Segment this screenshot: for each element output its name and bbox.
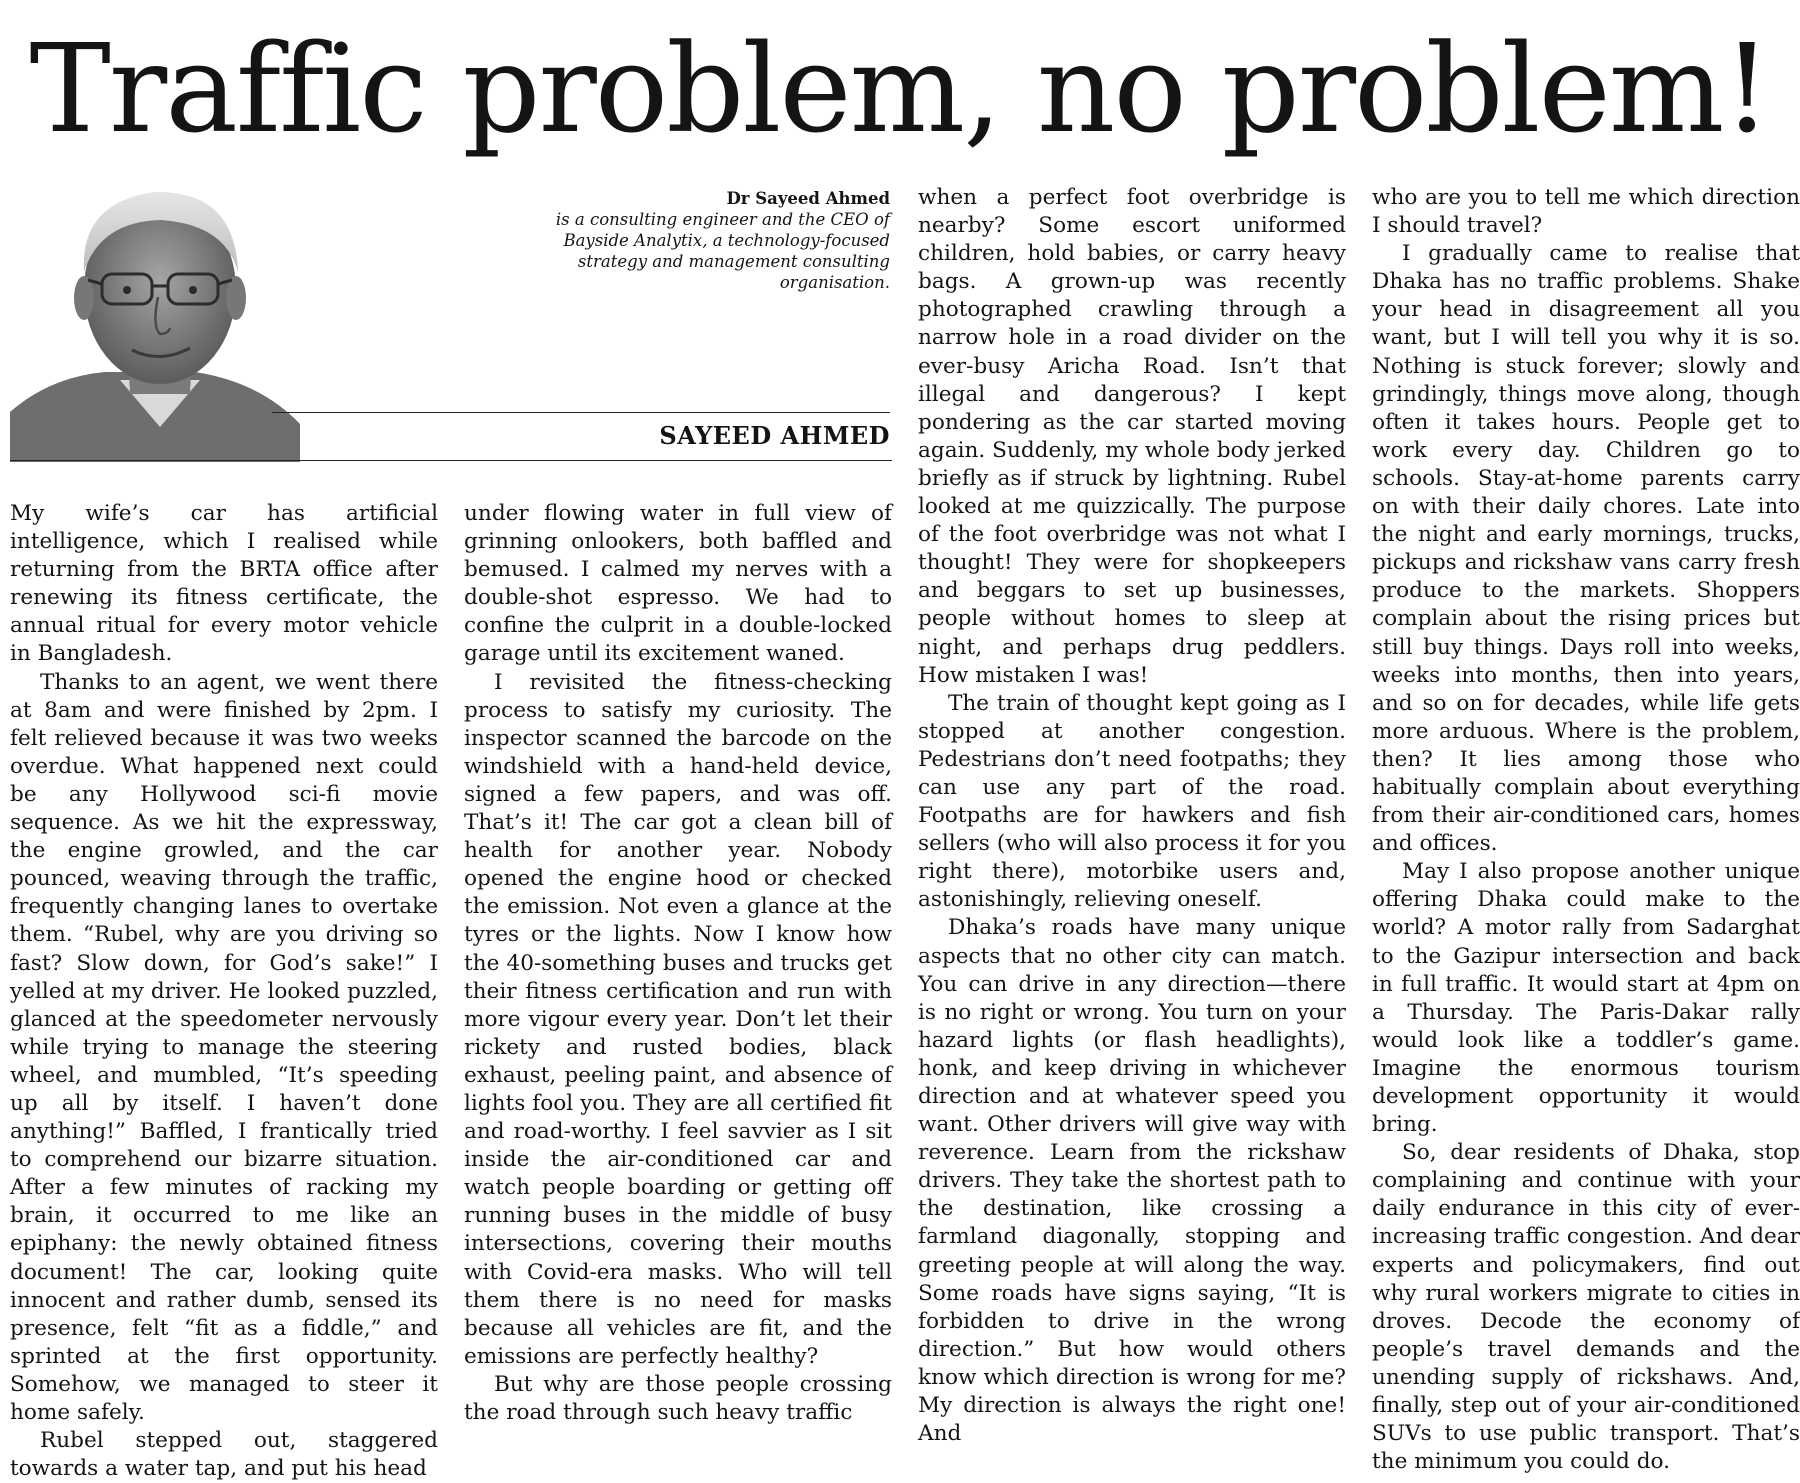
author-bio: is a consulting engineer and the CEO of Bayside Analytix, a technology-focused strategy and management consulting organisation. xyxy=(555,210,890,292)
author-bio-block xyxy=(500,188,890,293)
article-paragraph: My wife’s car has artificial intelligence, which I realised while returning from the BRTA office after renewing its fitness certificate, the annual ritual for every motor vehicle in Bangladesh. xyxy=(10,501,438,667)
article-paragraph: I revisited the fitness-checking process to satisfy my curiosity. The inspector scanned the barcode on the windshield with a hand-held device, signed a few papers, and was off. That’s it! The car got a clean bill of health for another year. Nobody opened the engine hood or checked the emission. Not even a glance at the tyres or the lights. Now I know how the 40-something buses and trucks get their fitness certification and run with more vigour every year. Don’t let their rickety and rusted bodies, black exhaust, peeling paint, and absence of lights fool you. They are all certified fit and road-worthy. I feel savvier as I sit inside the air-conditioned car and watch people boarding or getting off running buses in the middle of busy intersections, covering their mouths with Covid-era masks. Who will tell them there is no need for masks because all vehicles are fit, and the emissions are perfectly healthy? xyxy=(464,669,892,1369)
author-divider xyxy=(272,412,890,413)
author-name-small: Dr Sayeed Ahmed xyxy=(726,189,890,208)
author-byline: SAYEED AHMED xyxy=(659,421,890,450)
article-paragraph: But why are those people crossing the road through such heavy traffic xyxy=(464,1371,892,1425)
article-column-4 xyxy=(1372,184,1800,1475)
headline: Traffic problem, no problem! xyxy=(29,18,1770,160)
article-paragraph: May I also propose another unique offering Dhaka could make to the world? A motor rally from Sadarghat to the Gazipur intersection and back in full traffic. It would start at 4pm on a Thursday. The Paris-Dakar rally would look like a toddler’s game. Imagine the enormous tourism development opportunity it would bring. xyxy=(1372,859,1800,1138)
column-divider xyxy=(10,460,892,461)
article-paragraph: The train of thought kept going as I stopped at another congestion. Pedestrians don’t need footpaths; they can use any part of the road. Footpaths are for hawkers and fish sellers (who will also process it for you right there), motorbike users and, astonishingly, relieving oneself. xyxy=(918,690,1346,913)
article-paragraph: So, dear residents of Dhaka, stop complaining and continue with your daily endurance in this city of ever-increasing traffic congestion. And dear experts and policymakers, find out why rural workers migrate to cities in droves. Decode the economy of people’s travel demands and the unending supply of rickshaws. And, finally, step out of your air-conditioned SUVs to use public transport. That’s the minimum you could do. xyxy=(1372,1140,1800,1475)
article-paragraph: Rubel stepped out, staggered towards a water tap, and put his head xyxy=(10,1428,438,1482)
article-paragraph: who are you to tell me which direction I should travel? xyxy=(1372,185,1800,239)
author-portrait xyxy=(10,162,300,462)
article-paragraph: Thanks to an agent, we went there at 8am and were finished by 2pm. I felt relieved because it was two weeks overdue. What happened next could be any Hollywood sci-fi movie sequence. As we hit the expressway, the engine growled, and the car pounced, weaving through the traffic, frequently changing lanes to overtake them. “Rubel, why are you driving so fast? Slow down, for God’s sake!” I yelled at my driver. He looked puzzled, glanced at the speedometer nervously while trying to manage the steering wheel, and mumbled, “It’s speeding up all by itself. I haven’t done anything!” Baffled, I frantically tried to comprehend our bizarre situation. After a few minutes of racking my brain, it occurred to me like an epiphany: the newly obtained fitness document! The car, looking quite innocent and rather dumb, sensed its presence, felt “fit as a fiddle,” and sprinted at the first opportunity. Somehow, we managed to steer it home safely. xyxy=(10,669,438,1425)
article-paragraph: I gradually came to realise that Dhaka has no traffic problems. Shake your head in disagreement all you want, but I will tell you why it is so. Nothing is stuck forever; slowly and grindingly, things move along, though often it takes hours. People get to work every day. Children go to schools. Stay-at-home parents carry on with their daily chores. Late into the night and early mornings, trucks, pickups and rickshaw vans carry fresh produce to the markets. Shoppers complain about the rising prices but still buy things. Days roll into weeks, weeks into months, then into years, and so on for decades, while life gets more arduous. Where is the problem, then? It lies among those who habitually complain about everything from their air-conditioned cars, homes and offices. xyxy=(1372,241,1800,857)
article-column-3 xyxy=(918,184,1346,1447)
article-paragraph: under flowing water in full view of grinning onlookers, both baffled and bemused. I calmed my nerves with a double-shot espresso. We had to confine the culprit in a double-locked garage until its excitement waned. xyxy=(464,501,892,667)
article-paragraph: Dhaka’s roads have many unique aspects that no other city can match. You can drive in any direction—there is no right or wrong. You turn on your hazard lights (or flash headlights), honk, and keep driving in whichever direction and at whatever speed you want. Other drivers will give way with reverence. Learn from the rickshaw drivers. They take the shortest path to the destination, like crossing a farmland diagonally, stopping and greeting people at will along the way. Some roads have signs saying, “It is forbidden to drive in the wrong direction.” But how would others know which direction is wrong for me? My direction is always the right one! And xyxy=(918,915,1346,1447)
article-column-1 xyxy=(10,500,438,1482)
article-column-2 xyxy=(464,500,892,1432)
article-paragraph: when a perfect foot overbridge is nearby? Some escort uniformed children, hold babies, or carry heavy bags. A grown-up was recently photographed crawling through a narrow hole in a road divider on the ever-busy Aricha Road. Isn’t that illegal and dangerous? I kept pondering as the car started moving again. Suddenly, my whole body jerked briefly as if struck by lightning. Rubel looked at me quizzically. The purpose of the foot overbridge was not what I thought! They were for shopkeepers and beggars to set up businesses, people without homes to sleep at night, and perhaps drug peddlers. How mistaken I was! xyxy=(918,185,1346,688)
